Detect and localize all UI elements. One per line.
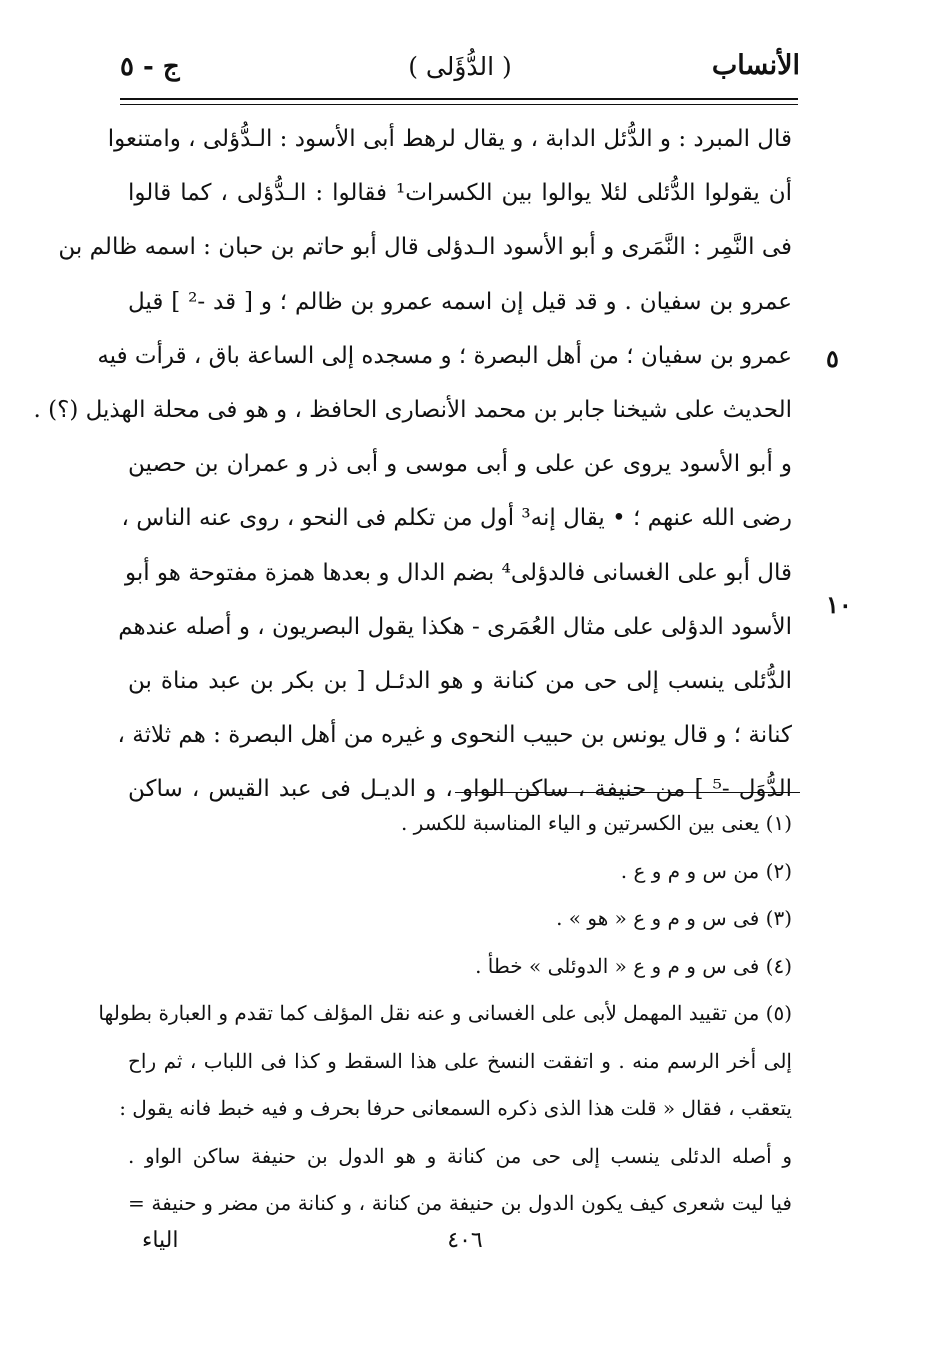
footnote-5-line: (٥) من تقييد المهمل لأبى على الغسانى و عنه نقل المؤلف كما تقدم و العبارة بطولها [98, 1001, 792, 1025]
text-line: فى النَّمِر : النَّمَرى و أبو الأسود الـدؤلى قال أبو حاتم بن حبان : اسمه ظالم بن [58, 234, 792, 261]
footnote-5-line: فيا ليت شعرى كيف يكون الدول بن حنيفة من كنانة ، و كنانة من مضر و حنيفة = [128, 1191, 792, 1215]
text-line: الدُّوَل -⁵ ] من حنيفة ، ساكن الواو ، و الديـل فى عبد القيس ، ساكن [128, 776, 793, 803]
text-line: الأسود الدؤلى على مثال العُمَرى - هكذا يقول البصريون ، و أصله عندهم [118, 613, 792, 640]
text-line: قال أبو على الغسانى فالدؤلى⁴ بضم الدال و بعدها همزة مفتوحة هو أبو [124, 559, 792, 586]
footnote-5-line: إلى أخر الرسم منه . و اتفقت النسخ على هذا السقط و كذا فى اللباب ، ثم راح [128, 1048, 792, 1073]
page-number: ٤٠٦ [447, 1228, 483, 1253]
text-line: عمرو بن سفيان . و قد قيل إن اسمه عمرو بن ظالم ؛ و [ قد -² ] قيل [128, 288, 792, 315]
catchword: الياء [142, 1228, 179, 1253]
footnote-2: (٢) من س و م و ع . [620, 858, 792, 883]
text-line: أن يقولوا الدُّئلى لئلا يوالوا بين الكسرات¹ فقالوا : الـدُّؤلى ، كما قالوا [128, 180, 792, 207]
header-section-name: ( الدُّؤَلى ) [408, 52, 512, 81]
text-line: الحديث على شيخنا جابر بن محمد الأنصارى الحافظ ، و هو فى محلة الهذيل (؟) . [33, 396, 792, 423]
footnote-rule [455, 792, 800, 793]
header-volume: ج - ٥ [120, 52, 180, 82]
text-line: قال المبرد : و الدُّئل الدابة ، و يقال لرهط أبى الأسود : الـدُّؤلى ، وامتنعوا [107, 126, 792, 152]
header-rule [120, 98, 798, 100]
page-footer [130, 1228, 800, 1268]
main-text [33, 112, 793, 816]
footnote-5-line: و أصله الدئلى ينسب إلى حى من كنانة و هو الدول بن حنيفة ساكن الواو . [128, 1143, 793, 1168]
text-line: الدُّئلى ينسب إلى حى من كنانة و هو الدئـل [ بن بكر بن عبد مناة بن [128, 667, 792, 694]
footnote-4: (٤) فى س و م و ع « الدوئلى » خطأ . [475, 953, 792, 978]
header-rule-thin [120, 104, 798, 105]
line-number-5: ٥ [826, 344, 839, 373]
footnote-5-line: يتعقب ، فقال « قلت هذا الذى ذكره السمعانى حرفا بحرف و فيه خبط فانه يقول : [119, 1096, 792, 1120]
text-line: و أبو الأسود يروى عن على و أبى موسى و أبى ذر و عمران بن حصين [128, 451, 792, 478]
text-line: رضى الله عنهم ؛ • يقال إنه³ أول من تكلم فى النحو ، روى عنه الناس ، [121, 505, 792, 532]
footnote-1: (١) يعنى بين الكسرتين و الياء المناسبة للكسر . [400, 811, 792, 835]
text-line: عمرو بن سفيان ؛ من أهل البصرة ؛ و مسجده إلى الساعة باق ، قرأت فيه [97, 342, 792, 369]
running-header [120, 50, 800, 90]
footnote-3: (٣) فى س و م و ع « هو » . [556, 906, 792, 930]
footnotes [98, 800, 793, 1228]
text-line: كنانة ؛ و قال يونس بن حبيب النحوى و غيره من أهل البصرة : هم ثلاثة ، [117, 722, 792, 749]
line-number-10: ١٠ [826, 590, 852, 619]
header-title: الأنساب [711, 50, 800, 81]
